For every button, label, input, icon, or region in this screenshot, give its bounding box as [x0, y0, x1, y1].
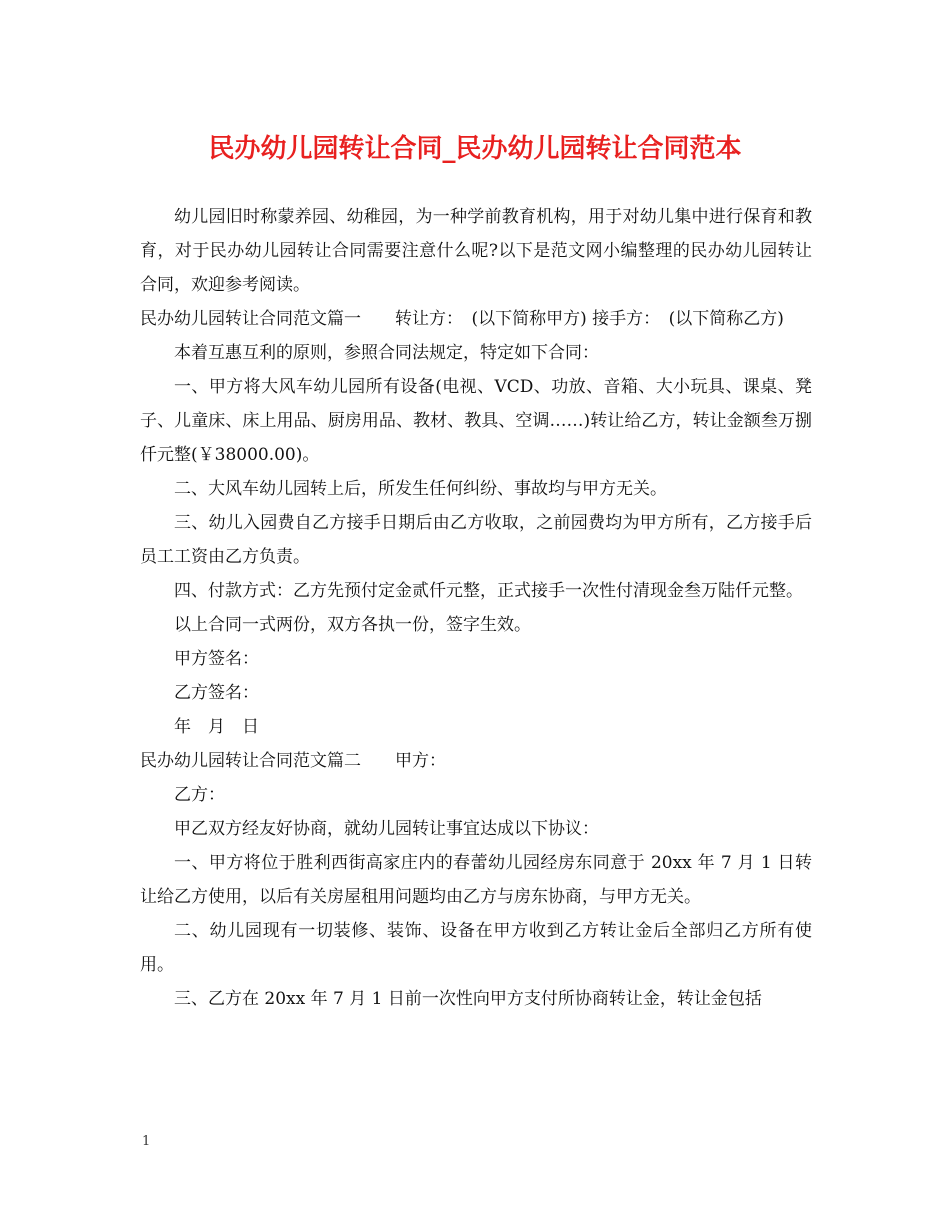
page-number: 1 — [142, 1134, 151, 1149]
clause-one: 一、甲方将大风车幼儿园所有设备(电视、VCD、功放、音箱、大小玩具、课桌、凳子、儿童床、床上用品、厨房用品、教材、教具、空调……)转让给乙方，转让金额叁万捌仟元整(￥38000.00)。 — [140, 377, 812, 465]
clause-four: 四、付款方式：乙方先预付定金贰仟元整，正式接手一次性付清现金叁万陆仟元整。 — [174, 581, 803, 601]
clause-three: 三、幼儿入园费自乙方接手日期后由乙方收取，之前园费均为甲方所有，乙方接手后员工工资由乙方负责。 — [140, 513, 812, 567]
clause-two-three: 三、乙方在 20xx 年 7 月 1 日前一次性向甲方支付所协商转让金，转让金包括 — [174, 989, 762, 1009]
paragraph-agreement: 甲乙双方经友好协商，就幼儿园转让事宜达成以下协议： — [174, 819, 599, 839]
signature-date: 年 月 日 — [174, 717, 259, 737]
party-b-line: 乙方： — [174, 785, 225, 805]
signature-party-b: 乙方签名： — [174, 683, 259, 703]
paragraph-principle: 本着互惠互利的原则，参照合同法规定，特定如下合同： — [174, 343, 599, 363]
document-body — [140, 200, 812, 1016]
paragraph-intro: 幼儿园旧时称蒙养园、幼稚园，为一种学前教育机构，用于对幼儿集中进行保育和教育，对于民办幼儿园转让合同需要注意什么呢?以下是范文网小编整理的民办幼儿园转让合同，欢迎参考阅读。 — [140, 207, 812, 295]
paragraph-copies: 以上合同一式两份，双方各执一份，签字生效。 — [174, 615, 531, 635]
heading-sample-two: 民办幼儿园转让合同范文篇二 甲方： — [140, 751, 446, 771]
document-title: 民办幼儿园转让合同_民办幼儿园转让合同范本 — [208, 134, 742, 164]
heading-sample-one: 民办幼儿园转让合同范文篇一 转让方： (以下简称甲方) 接手方： (以下简称乙方) — [140, 309, 784, 329]
clause-two-one: 一、甲方将位于胜利西街高家庄内的春蕾幼儿园经房东同意于 20xx 年 7 月 1 日转让给乙方使用，以后有关房屋租用问题均由乙方与房东协商，与甲方无关。 — [140, 853, 812, 907]
clause-two: 二、大风车幼儿园转上后，所发生任何纠纷、事故均与甲方无关。 — [174, 479, 667, 499]
signature-party-a: 甲方签名： — [174, 649, 259, 669]
clause-two-two: 二、幼儿园现有一切装修、装饰、设备在甲方收到乙方转让金后全部归乙方所有使用。 — [140, 921, 812, 975]
